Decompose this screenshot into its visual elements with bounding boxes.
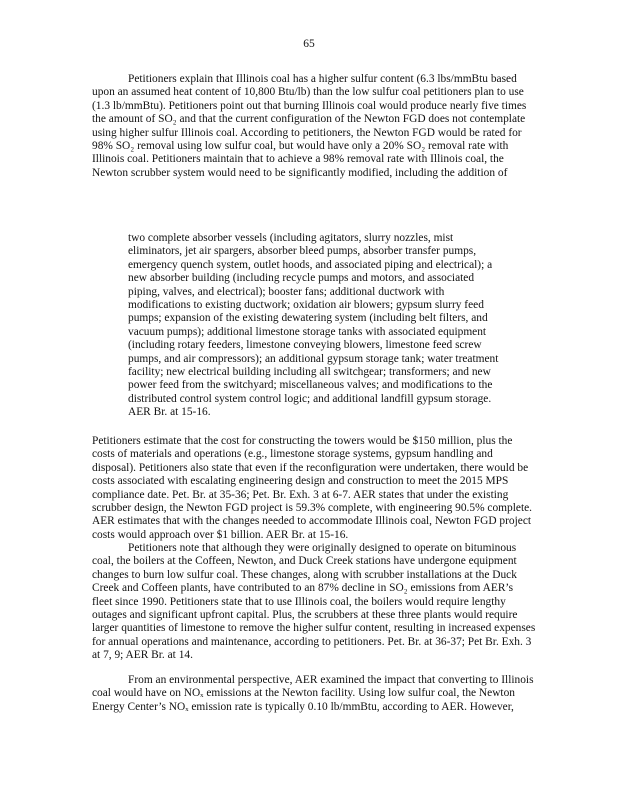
text-line: costs of materials and operations (e.g., limestone storage systems, gypsum handling and: [92, 448, 493, 461]
page-number: 65: [303, 38, 315, 50]
text-line: at 7, 9; AER Br. at 14.: [92, 649, 193, 662]
text-line: using higher sulfur Illinois coal. According to petitioners, the Newton FGD would be rated for: [92, 126, 522, 139]
text-line: coal, the boilers at the Coffeen, Newton, and Duck Creek stations have undergone equipment: [92, 555, 517, 568]
text-line: compliance date. Pet. Br. at 35-36; Pet. Br. Exh. 3 at 6-7. AER states that under the existing: [92, 488, 509, 501]
text-line: costs would approach over $1 billion. AER Br. at 15-16.: [92, 528, 349, 541]
text-line: Petitioners explain that Illinois coal has a higher sulfur content (6.3 lbs/mmBtu based: [128, 73, 517, 85]
quote-line: power feed from the switchyard; miscellaneous valves; and modifications to the: [128, 379, 493, 392]
text-line: scrubber design, the Newton FGD project is 59.3% complete, with engineering 90.5% complete.: [92, 502, 533, 515]
text-line: fleet since 1990. Petitioners state that to use Illinois coal, the boilers would require lengthy: [92, 595, 506, 608]
quote-line: pumps, and air compressors); an additional gypsum storage tank; water treatment: [128, 352, 499, 365]
quote-line: pumps; expansion of the existing dewatering system (including belt filters, and: [128, 312, 488, 325]
quote-citation: AER Br. at 15-16.: [128, 406, 211, 419]
text-line: Newton scrubber system would need to be significantly modified, including the addition of: [92, 166, 508, 179]
text-line: costs associated with escalating engineering design and construction to meet the 2015 MPS: [92, 475, 509, 488]
text-line: Illinois coal. Petitioners maintain that to achieve a 98% removal rate with Illinois coal, the: [92, 153, 504, 166]
quote-line: vacuum pumps); additional limestone storage tanks with associated equipment: [128, 325, 487, 338]
text-line: From an environmental perspective, AER examined the impact that converting to Illinois: [128, 674, 534, 686]
block-quote-modifications: [128, 232, 508, 420]
quote-line: eliminators, jet air spargers, absorber bleed pumps, absorber transfer pumps,: [128, 245, 477, 258]
text-line: upon an assumed heat content of 10,800 Btu/lb) than the low sulfur coal petitioners plan to use: [92, 86, 524, 99]
text-line: the amount of SO₂ and that the current configuration of the Newton FGD does not contemplate: [92, 113, 526, 126]
quote-line: modifications to existing ductwork; oxidation air blowers; gypsum slurry feed: [128, 299, 484, 312]
paragraph-boilers: [92, 542, 536, 663]
text-line: Petitioners estimate that the cost for constructing the towers would be $150 million, plus the: [92, 435, 513, 447]
quote-line: (including rotary feeders, limestone conveying blowers, limestone feed screw: [128, 339, 482, 352]
quote-line: two complete absorber vessels (including agitators, slurry nozzles, mist: [128, 232, 454, 244]
text-line: 98% SO₂ removal using low sulfur coal, but would have only a 20% SO₂ removal rate with: [92, 140, 509, 153]
paragraph-environmental: [92, 674, 534, 714]
paragraph-petitioners-explain: [92, 73, 526, 180]
quote-line: distributed control system control logic; and additional landfill gypsum storage.: [128, 392, 492, 405]
text-line: for annual operations and maintenance, according to petitioners. Pet. Br. at 36-37; Pet Br. Exh. 3: [92, 635, 532, 648]
text-line: AER estimates that with the changes needed to accommodate Illinois coal, Newton FGD project: [92, 515, 532, 528]
text-line: Petitioners note that although they were originally designed to operate on bituminous: [128, 542, 517, 554]
quote-line: new absorber building (including recycle pumps and motors, and associated: [128, 272, 475, 285]
text-line: changes to burn low sulfur coal. These changes, along with scrubber installations at the Duck: [92, 568, 517, 581]
text-line: Creek and Coffeen plants, have contributed to an 87% decline in SO₂ emissions from AER’s: [92, 582, 514, 595]
text-line: coal would have on NOₓ emissions at the Newton facility. Using low sulfur coal, the Newton: [92, 687, 515, 700]
text-line: outages and significant upfront capital. Plus, the scrubbers at these three plants would require: [92, 609, 518, 622]
text-line: Energy Center’s NOₓ emission rate is typically 0.10 lb/mmBtu, according to AER. However,: [92, 700, 514, 713]
text-line: (1.3 lb/mmBtu). Petitioners point out that burning Illinois coal would produce nearly five times: [92, 99, 527, 112]
quote-line: piping, valves, and electrical); booster fans; additional ductwork with: [128, 285, 445, 298]
quote-line: emergency quench system, outlet hoods, and associated piping and electrical); a: [128, 258, 493, 271]
paragraph-cost-estimate: [92, 435, 533, 542]
text-line: disposal). Petitioners also state that even if the reconfiguration were undertaken, there would be: [92, 461, 529, 474]
quote-line: facility; new electrical building including all switchgear; transformers; and new: [128, 366, 491, 379]
text-line: larger quantities of limestone to remove the higher sulfur content, resulting in increased expenses: [92, 622, 536, 635]
